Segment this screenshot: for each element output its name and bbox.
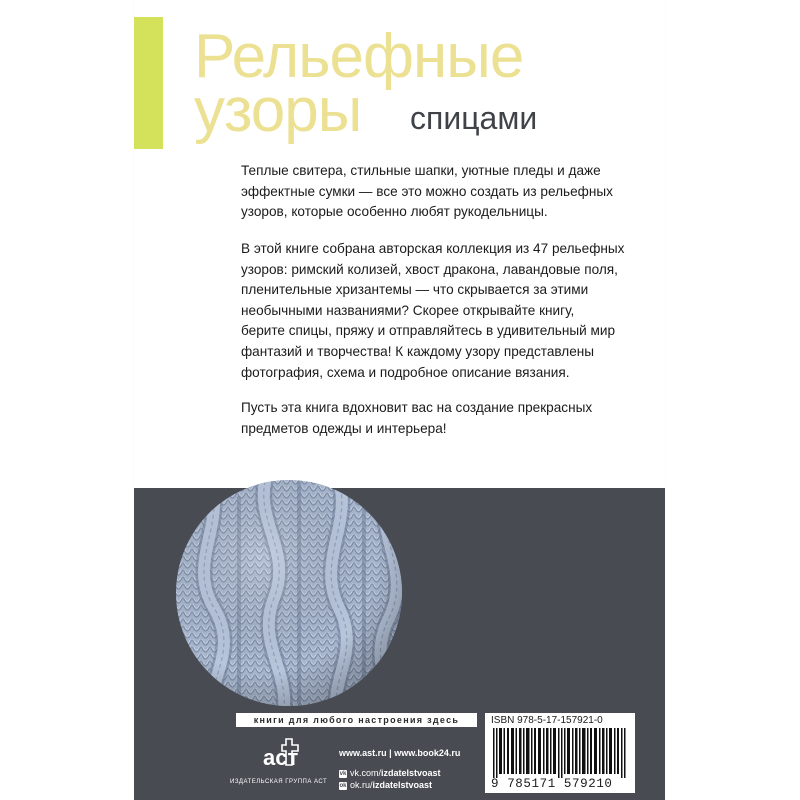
accent-bar <box>134 17 163 149</box>
text-line: пленительные хризантемы — что скрывается за этими <box>241 282 589 298</box>
text-line: Пусть эта книга вдохновит вас на создание прекрасных <box>241 400 593 415</box>
ast-logo-icon <box>262 735 302 775</box>
ok-handle: izdatelstvoast <box>372 780 433 790</box>
text-line: узоров: римский колизей, хвост дракона, лавандовые поля, <box>241 261 618 277</box>
vk-icon: vk <box>339 770 347 777</box>
text-line: В этой книге собрана авторская коллекция из 47 рельефных <box>241 241 625 256</box>
vk-prefix: vk.com/ <box>350 768 382 778</box>
text-line: эффектные сумки — все это можно создать из рельефных <box>241 183 613 199</box>
ok-prefix: ok.ru/ <box>350 780 373 790</box>
text-line: необычными названиями? Скорее открывайте книгу, <box>241 302 575 318</box>
knitted-cable-pattern-image <box>174 478 404 708</box>
slogan-banner: книги для любого настроения здесь <box>236 713 477 727</box>
isbn-barcode-block <box>485 713 635 793</box>
barcode-icon <box>493 728 627 778</box>
text-line: предметов одежды и интерьера! <box>241 420 447 436</box>
ast-logo-text: аст <box>263 745 299 770</box>
vk-handle: izdatelstvoast <box>381 768 441 778</box>
website-links: www.ast.ru | www.book24.ru <box>339 748 461 758</box>
description-paragraph-3 <box>241 398 641 439</box>
barcode-digits: 9 785171 579210 <box>491 777 613 791</box>
book-back-cover <box>134 0 665 800</box>
publisher-name: ИЗДАТЕЛЬСКАЯ ГРУППА АСТ <box>230 779 328 785</box>
text-line: берите спицы, пряжу и отправляйтесь в удивительный мир <box>241 323 616 339</box>
ok-icon: ok <box>339 782 347 789</box>
social-vk-row <box>339 768 441 778</box>
title-subtitle: спицами <box>410 100 538 136</box>
description-paragraph-1 <box>241 161 641 223</box>
title-line-1: Рельефные <box>194 22 524 91</box>
social-ok-row <box>339 780 432 790</box>
text-line: фантазий и творчества! К каждому узору представлены <box>241 343 595 359</box>
title-line-2: узоры <box>194 76 362 145</box>
text-line: фотография, схема и подробное описание вязания. <box>241 364 570 380</box>
text-line: узоров, которые особенно любят рукодельницы. <box>241 204 548 220</box>
description-paragraph-2 <box>241 239 641 383</box>
text-line: Теплые свитера, стильные шапки, уютные пледы и даже <box>241 163 601 178</box>
isbn-number: ISBN 978-5-17-157921-0 <box>491 715 603 726</box>
